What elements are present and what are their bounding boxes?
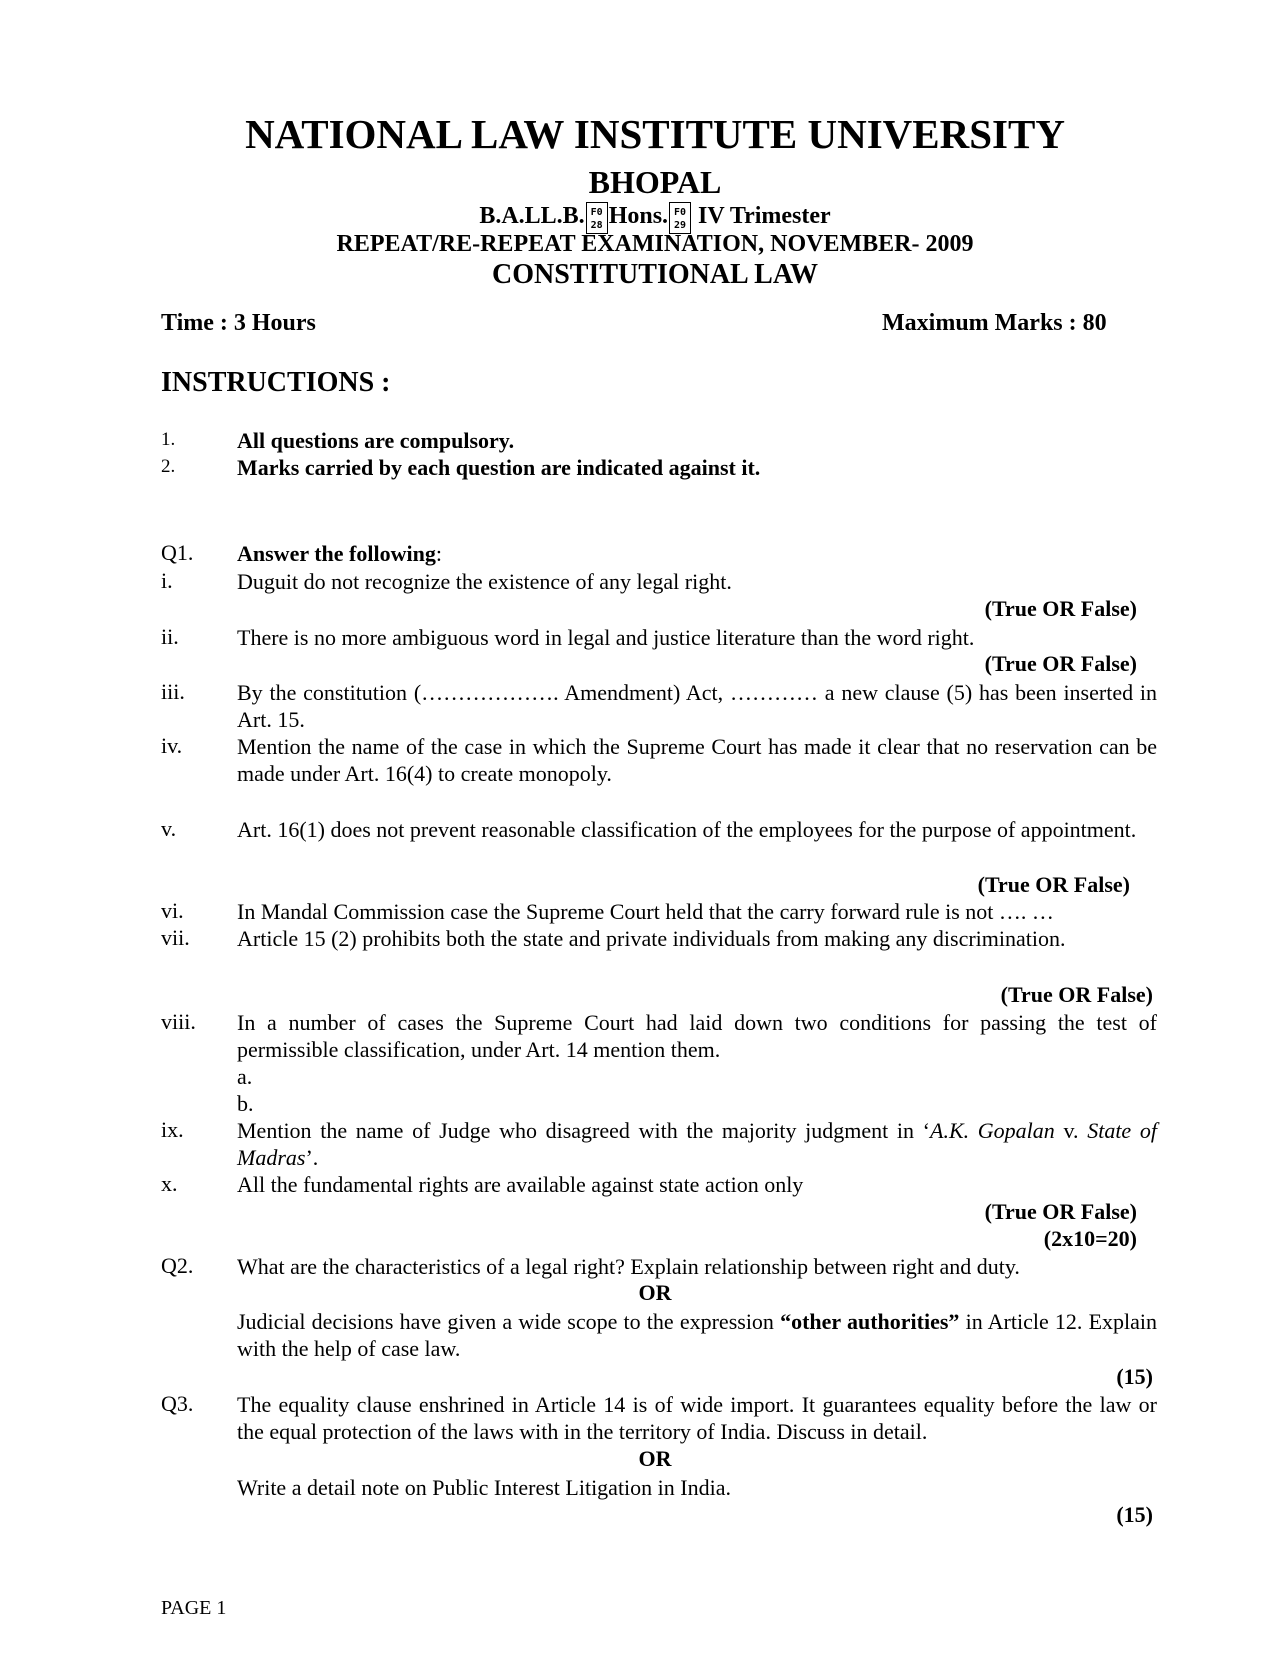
item-number: x.	[161, 1171, 178, 1196]
item-number: iv.	[161, 733, 183, 758]
q1-title	[237, 540, 1157, 567]
item-text: Duguit do not recognize the existence of any legal right.	[237, 569, 732, 594]
item-number: ix.	[161, 1117, 184, 1142]
question-number: Q2.	[161, 1253, 194, 1278]
true-false-tag: (True OR False)	[977, 872, 1130, 897]
item-text: By the constitution (………………. Amendment) Act, ………… a new clause (5) has been inserted in Art. 15.	[237, 680, 1157, 732]
item-text-part: ’.	[305, 1145, 319, 1170]
q3-text: The equality clause enshrined in Article 14 is of wide import. It guarantees equality before the law or the equal protection of the laws with in the territory of India. Discuss in detail.	[237, 1392, 1157, 1444]
true-false-tag: (True OR False)	[984, 1199, 1137, 1224]
instruction-number: 1.	[161, 429, 176, 450]
item-number: v.	[161, 816, 177, 841]
or-separator: OR	[638, 1280, 672, 1305]
item-text-part: v.	[1063, 1118, 1088, 1143]
true-false-tag: (True OR False)	[984, 596, 1137, 621]
university-name: NATIONAL LAW INSTITUTE UNIVERSITY	[245, 111, 1065, 157]
item-text: Art. 16(1) does not prevent reasonable classification of the employees for the purpose of appointment.	[237, 817, 1137, 842]
q2-alt-part: Judicial decisions have given a wide scope to the expression	[237, 1309, 781, 1334]
sub-item-b: b.	[237, 1091, 254, 1116]
instructions-heading: INSTRUCTIONS :	[161, 367, 391, 398]
page-number: PAGE 1	[161, 1597, 227, 1619]
true-false-tag: (True OR False)	[984, 651, 1137, 676]
course-part-a: B.A.LL.B.	[479, 203, 585, 229]
q3-marks: (15)	[1116, 1502, 1153, 1527]
q1-marks: (2x10=20)	[1043, 1226, 1137, 1251]
q2-text: What are the characteristics of a legal right? Explain relationship between right and duty.	[237, 1254, 1020, 1279]
case-name: State of Madras	[237, 1118, 1157, 1170]
city-name: BHOPAL	[588, 164, 722, 200]
instruction-text: All questions are compulsory.	[237, 428, 515, 453]
max-marks-label: Maximum Marks : 80	[882, 310, 1107, 336]
q1-title-text: Answer the following	[237, 541, 436, 566]
time-label: Time : 3 Hours	[161, 310, 316, 336]
item-text: Article 15 (2) prohibits both the state and private individuals from making any discrimination.	[237, 926, 1066, 951]
subject-title: CONSTITUTIONAL LAW	[492, 259, 818, 290]
true-false-tag: (True OR False)	[1000, 982, 1153, 1007]
instruction-number: 2.	[161, 456, 176, 477]
question-number: Q3.	[161, 1391, 194, 1416]
missing-glyph-icon: F0 29	[669, 202, 691, 234]
q2-alt-emphasis: “other authorities”	[780, 1309, 960, 1334]
q2-alt-part: in Article 12. Explain with the help of case law.	[237, 1309, 1158, 1361]
item-text	[237, 1117, 1157, 1171]
q3-alt-text: Write a detail note on Public Interest Litigation in India.	[237, 1475, 731, 1500]
item-number: vi.	[161, 898, 184, 923]
course-part-c: IV Trimester	[692, 203, 831, 229]
item-text-part: Mention the name of Judge who disagreed with the majority judgment in ‘	[237, 1118, 930, 1143]
question-number: Q1.	[161, 540, 194, 565]
item-number: vii.	[161, 925, 190, 950]
or-separator: OR	[638, 1446, 672, 1471]
item-text: Mention the name of the case in which the Supreme Court has made it clear that no reservation can be made under Art. 16(4) to create monopoly.	[237, 734, 1157, 786]
exam-title: REPEAT/RE-REPEAT EXAMINATION, NOVEMBER- 2009	[336, 231, 974, 257]
item-number: ii.	[161, 624, 179, 649]
item-number: iii.	[161, 679, 185, 704]
course-line	[0, 202, 1280, 234]
instruction-text: Marks carried by each question are indicated against it.	[237, 455, 761, 480]
item-text: All the fundamental rights are available against state action only	[237, 1172, 804, 1197]
item-number: viii.	[161, 1009, 196, 1034]
case-name: A.K. Gopalan	[930, 1118, 1055, 1143]
q2-alt-text	[237, 1308, 1157, 1362]
q2-marks: (15)	[1116, 1364, 1153, 1389]
missing-glyph-icon: F0 28	[586, 202, 608, 234]
course-part-b: Hons.	[608, 203, 669, 229]
item-text: There is no more ambiguous word in legal and justice literature than the word right.	[237, 625, 975, 650]
q1-title-colon: :	[435, 541, 442, 566]
item-text: In a number of cases the Supreme Court had laid down two conditions for passing the test of permissible classification, under Art. 14 mention them.	[237, 1010, 1157, 1062]
item-text: In Mandal Commission case the Supreme Court held that the carry forward rule is not …. …	[237, 899, 1054, 924]
sub-item-a: a.	[237, 1064, 253, 1089]
item-number: i.	[161, 568, 173, 593]
